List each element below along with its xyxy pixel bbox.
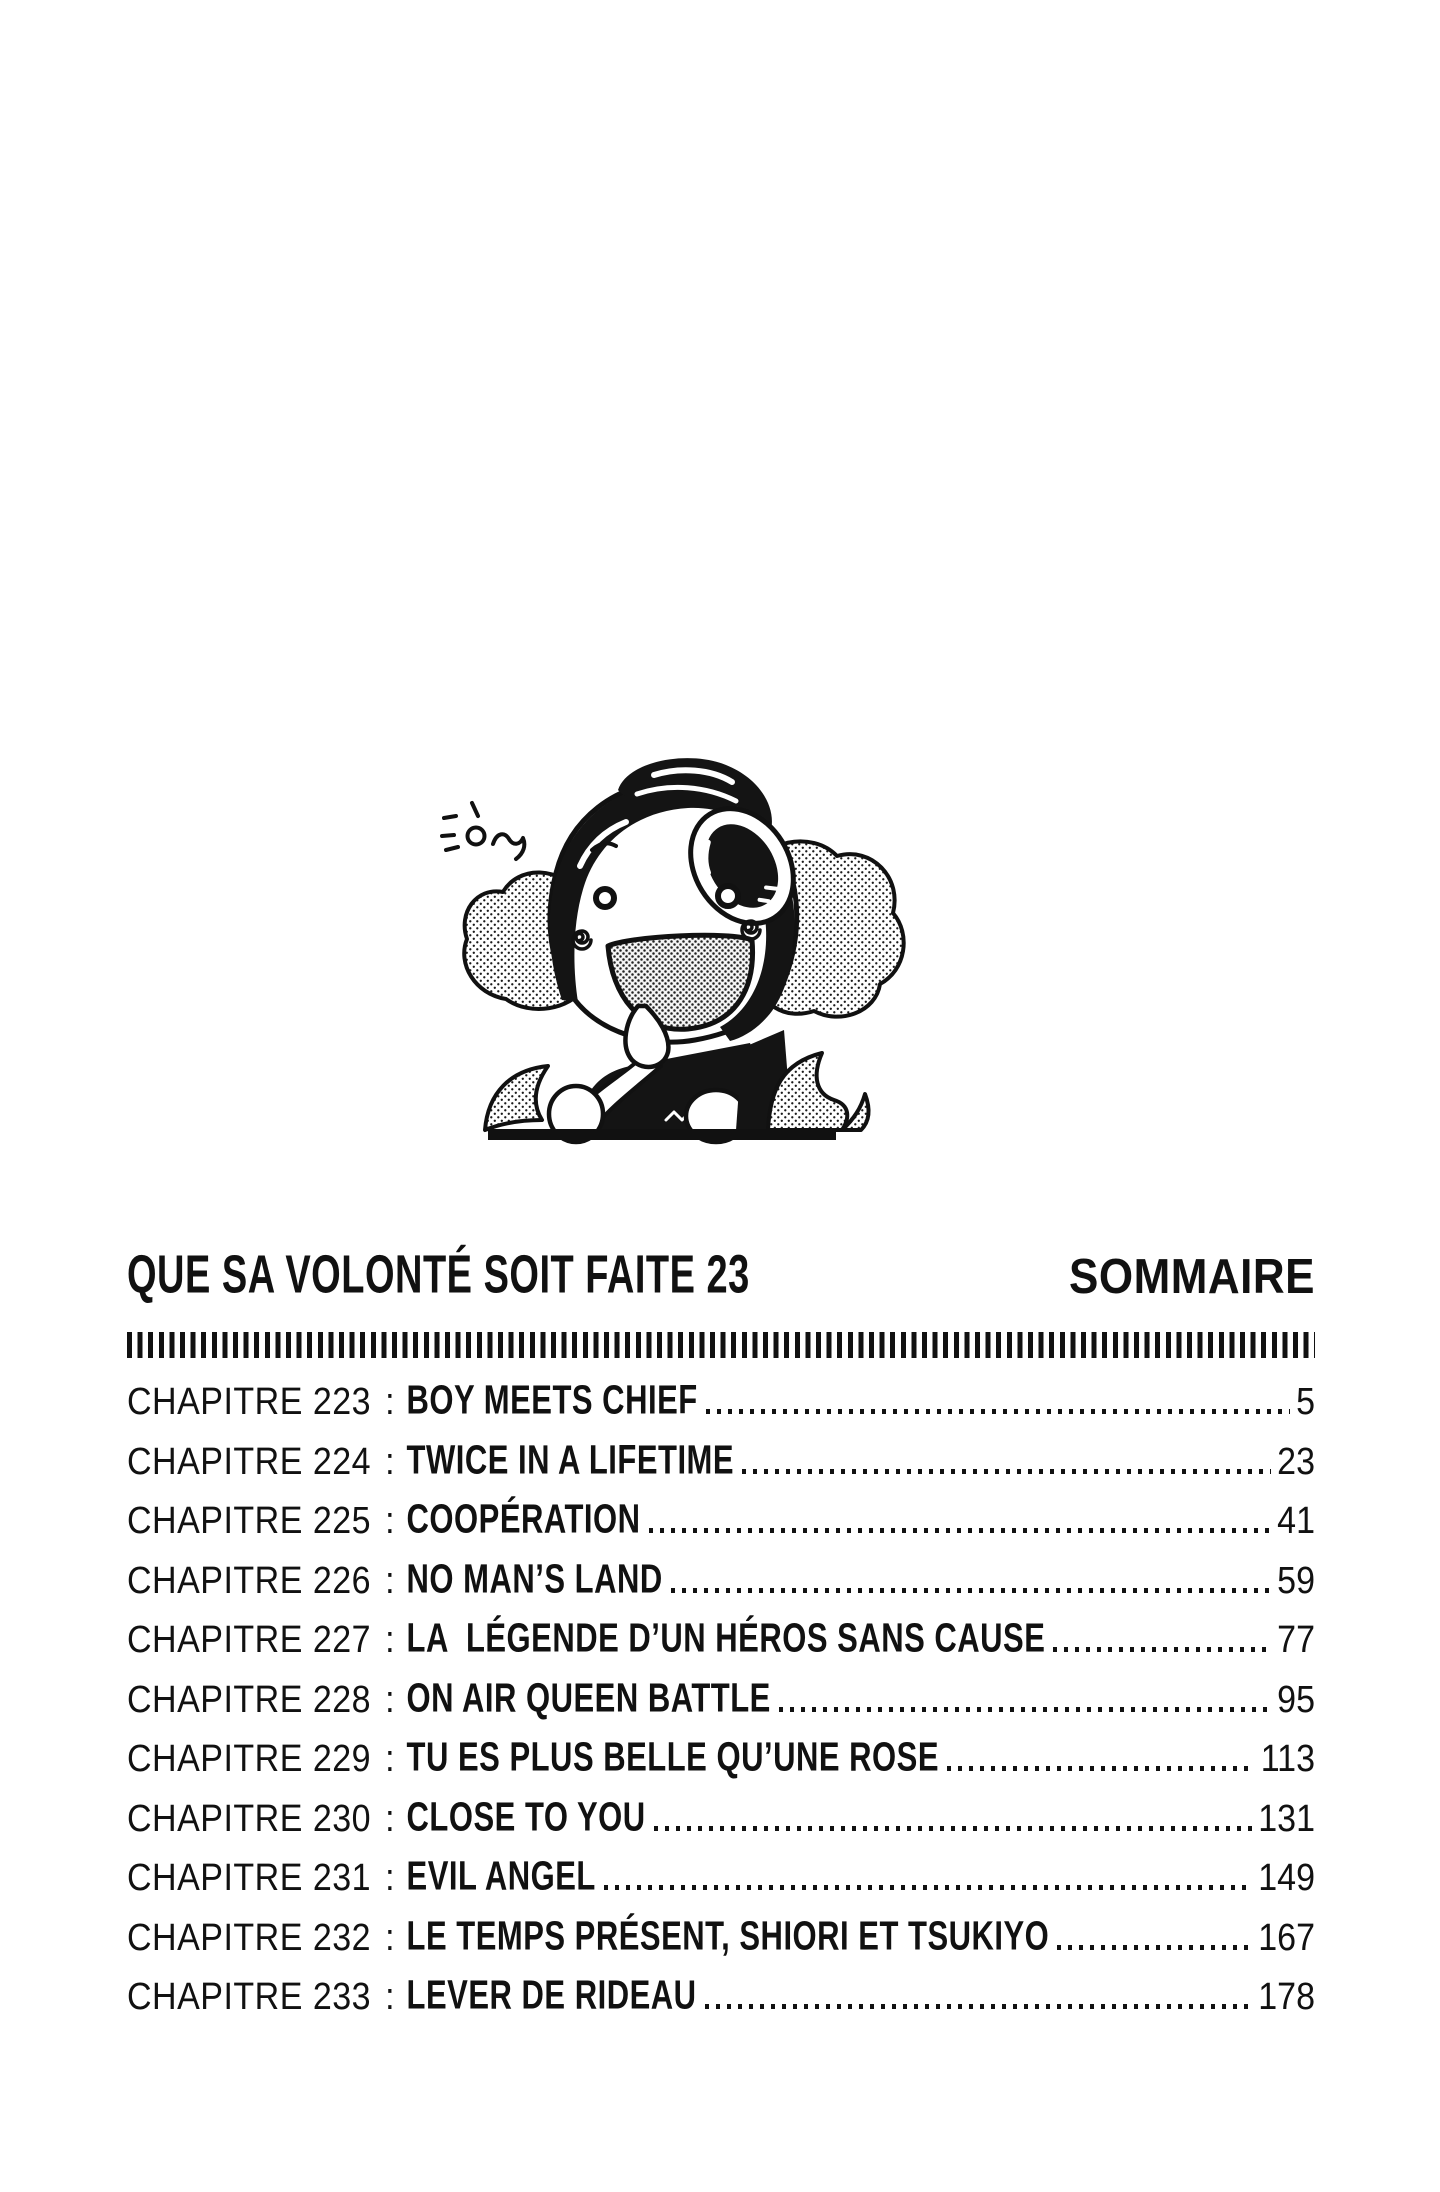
chapter-separator: : [385, 1855, 395, 1899]
chapter-label: CHAPITRE 227 [127, 1617, 372, 1661]
page-number: 5 [1296, 1379, 1315, 1423]
chapter-label: CHAPITRE 232 [127, 1915, 372, 1959]
dot-leader [705, 2004, 1253, 2009]
mascot-illustration [430, 748, 910, 1148]
chapter-separator: : [385, 1379, 395, 1423]
table-of-contents [127, 1374, 1315, 2029]
chapter-title: COOPÉRATION [406, 1495, 641, 1542]
page-number: 59 [1277, 1558, 1315, 1602]
dot-leader [604, 1885, 1252, 1890]
page-number: 113 [1260, 1736, 1315, 1780]
page-number: 41 [1277, 1498, 1315, 1542]
chapter-title: ON AIR QUEEN BATTLE [406, 1674, 771, 1721]
page-header [127, 1245, 1315, 1306]
dot-leader [706, 1409, 1290, 1414]
chapter-label: CHAPITRE 231 [127, 1855, 372, 1899]
dot-leader [947, 1766, 1255, 1771]
sommaire-heading: SOMMAIRE [1069, 1249, 1315, 1305]
dot-leader [779, 1707, 1271, 1712]
dot-leader [1057, 1945, 1252, 1950]
page-number: 178 [1258, 1974, 1315, 2018]
dot-leader [649, 1528, 1272, 1533]
page-number: 131 [1258, 1796, 1315, 1840]
chapter-label: CHAPITRE 223 [127, 1379, 372, 1423]
chapter-title: LE TEMPS PRÉSENT, SHIORI ET TSUKIYO [406, 1912, 1050, 1959]
chapter-title: EVIL ANGEL [406, 1852, 596, 1899]
chapter-label: CHAPITRE 224 [127, 1439, 372, 1483]
dot-leader [654, 1826, 1253, 1831]
toc-entry-row [127, 1969, 1315, 2029]
chapter-title: LA LÉGENDE D’UN HÉROS SANS CAUSE [406, 1614, 1046, 1661]
chapter-separator: : [385, 1498, 395, 1542]
chapter-title: TWICE IN A LIFETIME [406, 1436, 735, 1483]
page-number: 149 [1258, 1855, 1315, 1899]
chapter-label: CHAPITRE 228 [127, 1677, 372, 1721]
chapter-label: CHAPITRE 226 [127, 1558, 372, 1602]
chapter-separator: : [385, 1915, 395, 1959]
chapter-title: NO MAN’S LAND [406, 1555, 663, 1602]
toc-entry-row [127, 1731, 1315, 1791]
chapter-title: BOY MEETS CHIEF [406, 1376, 698, 1423]
chapter-label: CHAPITRE 229 [127, 1736, 372, 1780]
chapter-label: CHAPITRE 225 [127, 1498, 372, 1542]
chapter-separator: : [385, 1974, 395, 2018]
chapter-label: CHAPITRE 233 [127, 1974, 372, 2018]
volume-title: QUE SA VOLONTÉ SOIT FAITE 23 [127, 1245, 750, 1306]
chapter-separator: : [385, 1558, 395, 1602]
chapter-label: CHAPITRE 230 [127, 1796, 372, 1840]
chapter-separator: : [385, 1796, 395, 1840]
page-number: 167 [1258, 1915, 1315, 1959]
page-number: 77 [1277, 1617, 1315, 1661]
toc-entry-row [127, 1791, 1315, 1851]
toc-entry-row [127, 1493, 1315, 1553]
toc-entry-row [127, 1434, 1315, 1494]
chapter-separator: : [385, 1617, 395, 1661]
page-number: 95 [1277, 1677, 1315, 1721]
chapter-title: TU ES PLUS BELLE QU’UNE ROSE [406, 1733, 939, 1780]
chapter-title: CLOSE TO YOU [406, 1793, 646, 1840]
dot-leader [671, 1588, 1271, 1593]
dot-leader [742, 1469, 1271, 1474]
toc-entry-row [127, 1910, 1315, 1970]
chapter-separator: : [385, 1677, 395, 1721]
chapter-separator: : [385, 1736, 395, 1780]
page-number: 23 [1277, 1439, 1315, 1483]
dot-leader [1053, 1647, 1271, 1652]
chapter-separator: : [385, 1439, 395, 1483]
divider-bar-pattern [127, 1332, 1315, 1358]
chapter-title: LEVER DE RIDEAU [406, 1971, 697, 2018]
